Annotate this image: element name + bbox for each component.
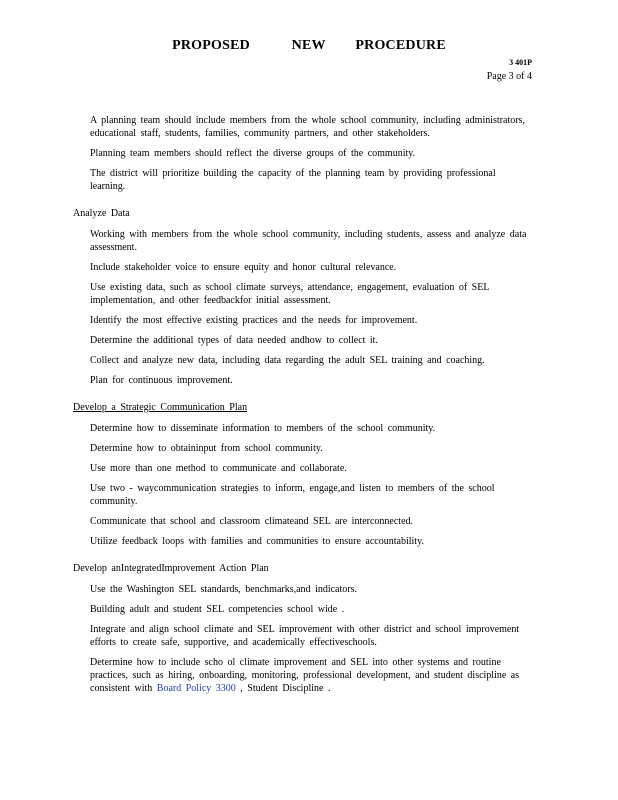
list-item: Planning team members should reflect the diverse groups of the community. — [90, 148, 416, 159]
document-body — [73, 114, 533, 702]
list-item: Use existing data, such as school climate surveys, attendance, engagement, evaluation of SEL implementation, and other feedbackfor initial assessment. — [90, 282, 490, 306]
list-item: Integrate and align school climate and SEL improvement with other district and school improvement efforts to create safe, supportive, and academically effectiveschools. — [90, 624, 520, 648]
list-item: Determine the additional types of data needed andhow to collect it. — [90, 335, 378, 346]
list-item: Building adult and student SEL competencies school wide . — [90, 604, 345, 615]
list-item: Utilize feedback loops with families and communities to ensure accountability. — [90, 536, 424, 547]
list-item: Determine how to obtaininput from school community. — [90, 443, 323, 454]
title-word-new: NEW — [291, 38, 326, 53]
section-heading-analyze-data: Analyze Data — [73, 208, 130, 219]
list-item: Working with members from the whole school community, including students, assess and analyze data assessment. — [90, 229, 527, 253]
list-item: The district will prioritize building the capacity of the planning team by providing professional learning. — [90, 168, 496, 192]
list-item: Use two - waycommunication strategies to inform, engage,and listen to members of the school community. — [90, 483, 495, 507]
list-item: Determine how to include scho ol climate improvement and SEL into other systems and routine practices, such as hiring, onboarding, monitoring, professional development, and student discipline as consistent with Board Policy 3300 , Student Discipline . — [90, 657, 520, 694]
list-item: Use the Washington SEL standards, benchmarks,and indicators. — [90, 584, 357, 595]
page-title — [0, 38, 618, 54]
list-item: Plan for continuous improvement. — [90, 375, 233, 386]
page-number: Page 3 of 4 — [486, 71, 532, 82]
action-plan-list — [73, 583, 533, 695]
communication-plan-list — [73, 422, 533, 548]
list-item: Use more than one method to communicate and collaborate. — [90, 463, 347, 474]
list-item: Identify the most effective existing practices and the needs for improvement. — [90, 315, 418, 326]
list-item: Communicate that school and classroom climateand SEL are interconnected. — [90, 516, 414, 527]
board-policy-link[interactable]: Board Policy 3300 — [156, 683, 236, 694]
section-heading-communication-plan: Develop a Strategic Communication Plan — [73, 402, 248, 413]
list-item: Include stakeholder voice to ensure equity and honor cultural relevance. — [90, 262, 397, 273]
section-heading-action-plan: Develop anIntegratedImprovement Action Plan — [73, 563, 269, 574]
title-word-proposed: PROPOSED — [172, 38, 250, 53]
list-item: Collect and analyze new data, including data regarding the adult SEL training and coaching. — [90, 355, 485, 366]
document-number: 3 401P — [509, 58, 532, 67]
planning-team-list — [73, 114, 533, 193]
list-item: Determine how to disseminate information to members of the school community. — [90, 423, 436, 434]
analyze-data-list — [73, 228, 533, 387]
title-word-procedure: PROCEDURE — [355, 38, 446, 53]
list-item: A planning team should include members from the whole school community, including administrators, educational staff, students, families, community partners, and other stakeholders. — [90, 115, 525, 139]
